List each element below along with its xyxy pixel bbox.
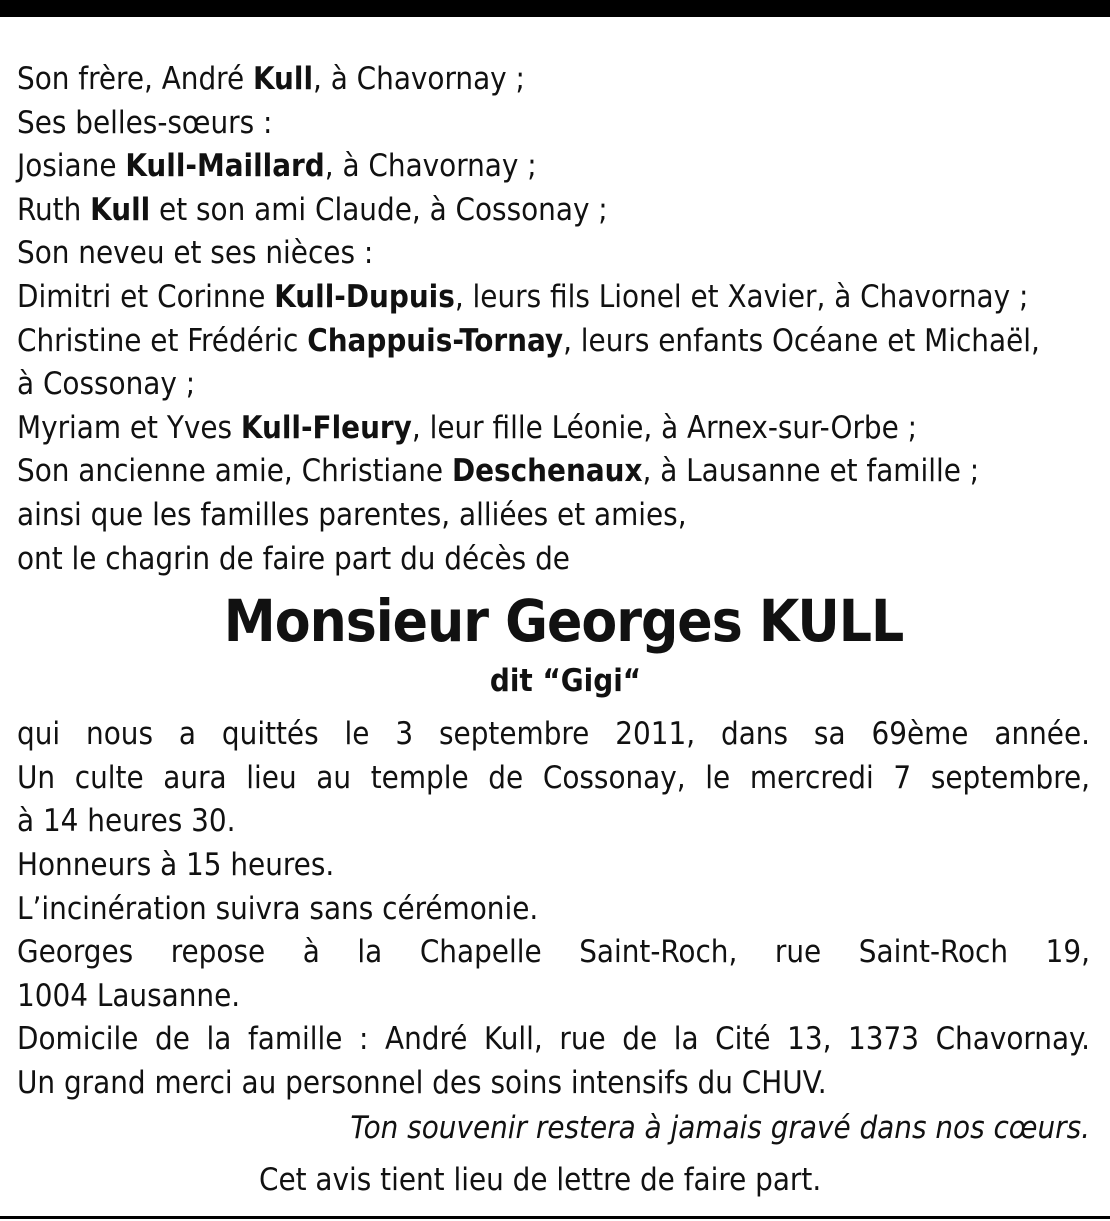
family-line bbox=[17, 189, 1090, 233]
deceased-nickname: dit “Gigi“ bbox=[489, 663, 642, 700]
detail-line: Honneurs à 15 heures. bbox=[17, 846, 335, 883]
surname: Kull-Fleury bbox=[240, 409, 412, 446]
text: , leur fille Léonie, à Arnex-sur-Orbe ; bbox=[411, 409, 918, 446]
family-line bbox=[17, 407, 1090, 451]
closing-note: Cet avis tient lieu de lettre de faire part. bbox=[259, 1162, 822, 1199]
family-line: Ses belles-sœurs : bbox=[17, 104, 273, 141]
text: Dimitri et Corinne bbox=[17, 278, 275, 315]
text: Christine et Frédéric bbox=[17, 322, 308, 359]
family-line bbox=[17, 58, 1090, 102]
deceased-name: Monsieur Georges KULL bbox=[223, 587, 904, 656]
text: , à Chavornay ; bbox=[324, 148, 537, 185]
family-line bbox=[17, 145, 1090, 189]
text: Son frère, André bbox=[17, 61, 253, 97]
surname: Kull bbox=[90, 191, 151, 228]
detail-line: Domicile de la famille : André Kull, rue de la Cité 13, 1373 Chavornay. bbox=[17, 1021, 1090, 1058]
family-line bbox=[17, 450, 1090, 494]
surname: Chappuis-Tornay bbox=[307, 322, 564, 359]
surname: Kull-Maillard bbox=[125, 148, 325, 185]
detail-line: qui nous a quittés le 3 septembre 2011, dans sa 69ème année. bbox=[17, 716, 1090, 753]
family-line bbox=[17, 276, 1090, 320]
family-line: Son neveu et ses nièces : bbox=[17, 235, 374, 272]
text: , à Chavornay ; bbox=[313, 61, 525, 97]
family-line: ont le chagrin de faire part du décès de bbox=[17, 540, 570, 577]
bottom-rule bbox=[0, 1216, 1110, 1219]
surname: Kull bbox=[252, 61, 314, 97]
surname: Deschenaux bbox=[451, 453, 643, 490]
detail-line: Un culte aura lieu au temple de Cossonay, le mercredi 7 septembre, bbox=[17, 759, 1090, 796]
motto: Ton souvenir restera à jamais gravé dans nos cœurs. bbox=[350, 1110, 1090, 1147]
surname: Kull-Dupuis bbox=[274, 278, 455, 315]
text: Josiane bbox=[17, 148, 126, 185]
text: Son ancienne amie, Christiane bbox=[17, 453, 452, 490]
detail-line: L’incinération suivra sans cérémonie. bbox=[17, 890, 539, 927]
detail-line: à 14 heures 30. bbox=[17, 803, 236, 840]
text: et son ami Claude, à Cossonay ; bbox=[150, 191, 608, 228]
detail-line: 1004 Lausanne. bbox=[17, 977, 241, 1014]
text: , leurs enfants Océane et Michaël, bbox=[563, 322, 1040, 359]
text: , à Lausanne et famille ; bbox=[642, 453, 980, 490]
text: Myriam et Yves bbox=[17, 409, 241, 446]
text: , leurs fils Lionel et Xavier, à Chavornay ; bbox=[454, 278, 1029, 315]
detail-line: Georges repose à la Chapelle Saint-Roch, rue Saint-Roch 19, bbox=[17, 934, 1090, 971]
detail-line: Un grand merci au personnel des soins intensifs du CHUV. bbox=[17, 1064, 827, 1101]
text: Ruth bbox=[17, 191, 91, 228]
family-line: ainsi que les familles parentes, alliées et amies, bbox=[17, 496, 687, 533]
top-rule bbox=[0, 0, 1110, 17]
obituary-notice bbox=[17, 58, 1090, 1203]
family-line: à Cossonay ; bbox=[17, 366, 196, 403]
family-line bbox=[17, 320, 1090, 364]
